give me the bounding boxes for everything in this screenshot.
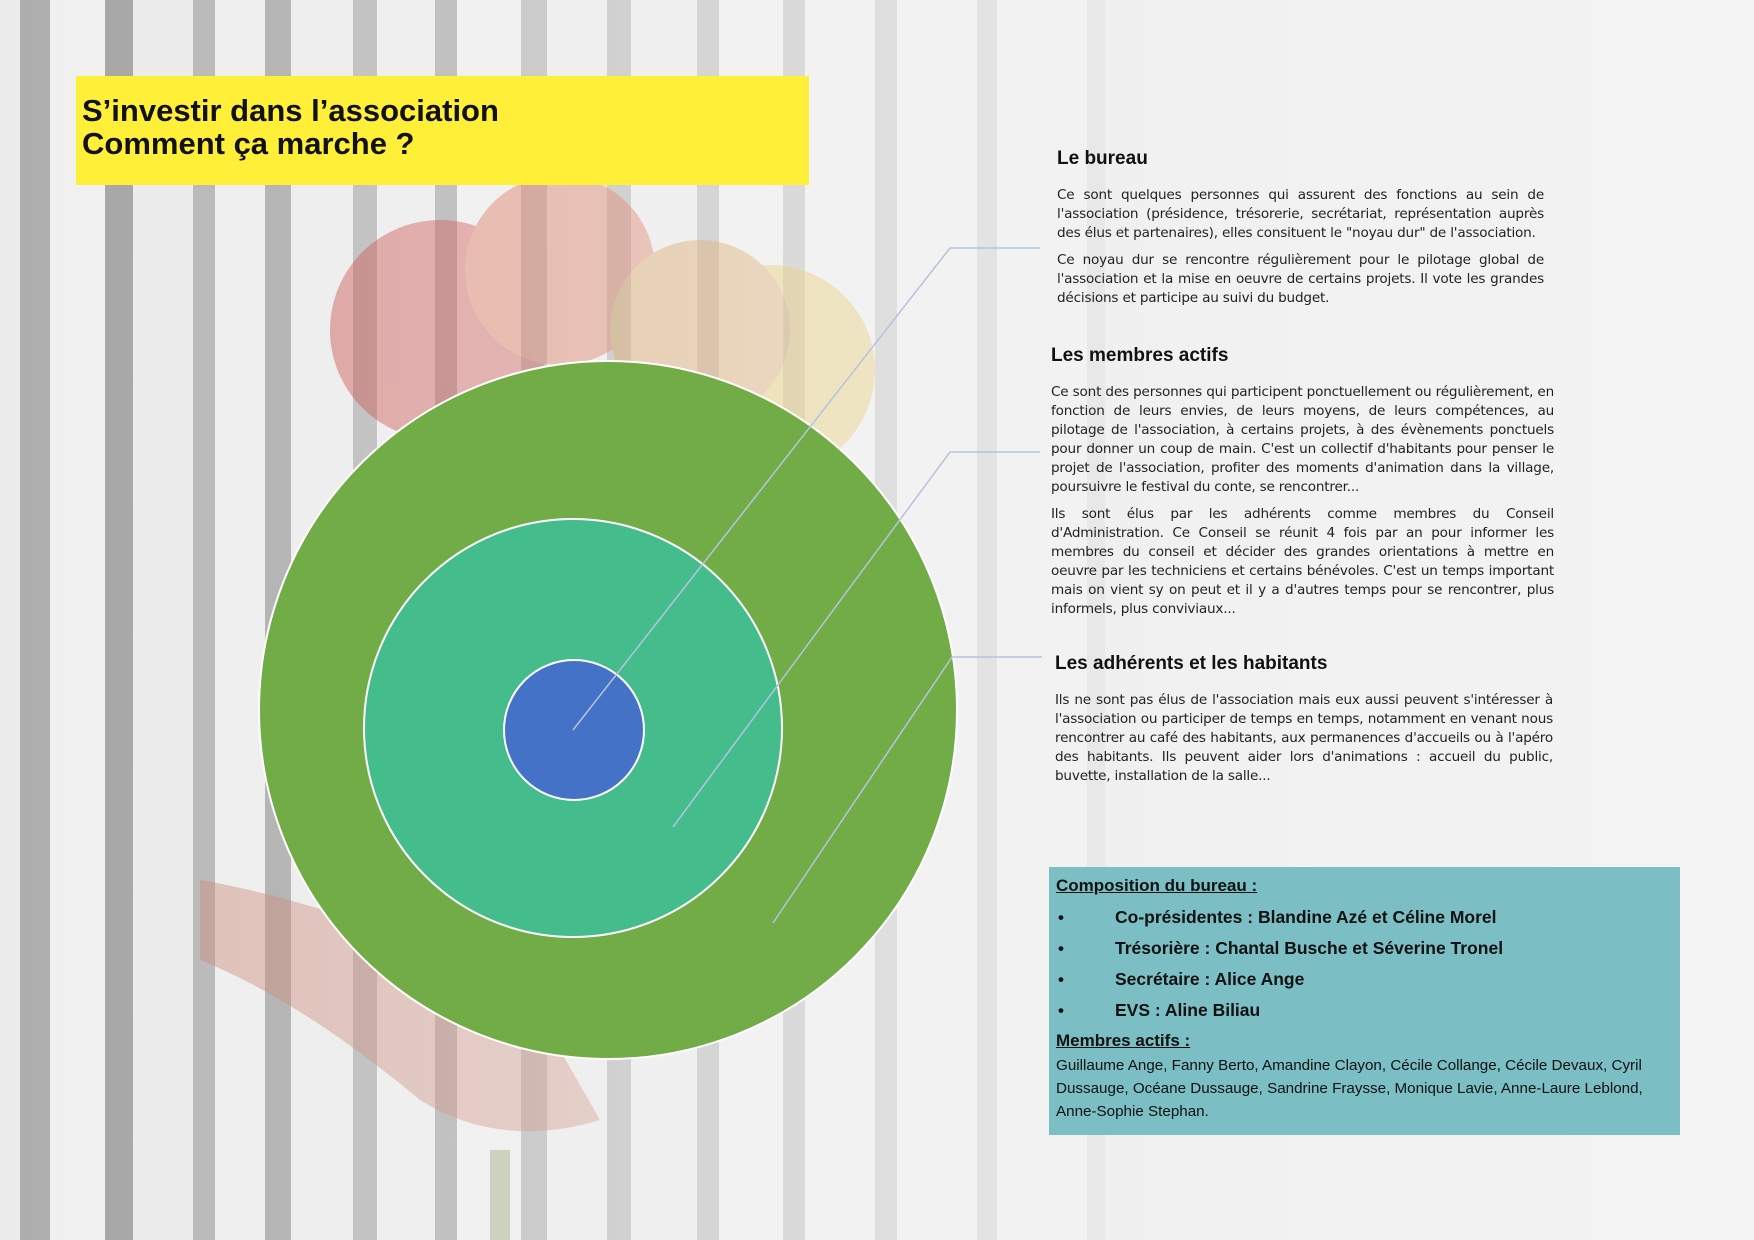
members-list-text: Guillaume Ange, Fanny Berto, Amandine Clayon, Cécile Collange, Cécile Devaux, Cyril Dussauge, Océane Dussauge, Sandrine Fraysse, Monique Lavie, Anne-Laure Leblond, Anne-Sophie Stephan. — [1056, 1057, 1643, 1120]
composition-heading: Composition du bureau : — [1056, 876, 1258, 895]
inner-circle-bureau — [504, 660, 644, 800]
section-bureau — [1057, 148, 1544, 316]
section-adherents — [1055, 653, 1553, 794]
section-title: Le bureau — [1057, 148, 1148, 169]
section-paragraph: Ce noyau dur se rencontre régulièrement pour le pilotage global de l'association et la mise en oeuvre de certains projets. Il vote les grandes décisions et participe au suivi du budget. — [1057, 252, 1544, 306]
list-item — [1056, 902, 1673, 933]
role-text: Trésorière : Chantal Busche et Séverine Tronel — [1115, 938, 1504, 958]
roles-list — [1056, 902, 1673, 1026]
bullet-icon: • — [1058, 908, 1064, 927]
bullet-icon: • — [1058, 1001, 1064, 1020]
list-item — [1056, 995, 1673, 1026]
list-item — [1056, 933, 1673, 964]
section-title: Les membres actifs — [1051, 345, 1229, 366]
section-membres-actifs — [1051, 345, 1554, 627]
bullet-icon: • — [1058, 970, 1064, 989]
section-paragraph: Ce sont quelques personnes qui assurent des fonctions au sein de l'association (présidence, trésorerie, secrétariat, représentation auprès des élus et partenaires), elles consituent le "noyau dur" de l'association. — [1057, 187, 1544, 241]
section-paragraph: Ils ne sont pas élus de l'association mais eux aussi peuvent s'intéresser à l'association ou participer de temps en temps, notamment en venant nous rencontrer au café des habitants, aux permanences d'accueils ou à l'apéro des habitants. Ils peuvent aider lors d'animations : accueil du public, buvette, installation de la salle... — [1055, 692, 1553, 784]
section-title: Les adhérents et les habitants — [1055, 653, 1328, 674]
section-paragraph: Ce sont des personnes qui participent ponctuellement ou régulièrement, en fonction de leurs envies, de leurs moyens, de leurs compétences, au pilotage de l'association, à certains projets, à des évènements ponctuels pour donner un coup de main. C'est un collectif d'habitants pour penser le projet de l'association, profiter des moments d'animation dans la village, poursuivre le festival du conte, se rencontrer... — [1051, 384, 1554, 495]
section-paragraph: Ils sont élus par les adhérents comme membres du Conseil d'Administration. Ce Conseil se réunit 4 fois par an pour informer les membres du conseil et décider des grandes orientations à mettre en oeuvre par les techniciens et certains bénévoles. C'est un temps important mais on vient sy on peut et il y a d'autres temps pour se rencontrer, plus informels, plus conviviaux... — [1051, 506, 1554, 617]
list-item — [1056, 964, 1673, 995]
role-text: EVS : Aline Biliau — [1115, 1000, 1261, 1020]
page-title: S’investir dans l’association — [82, 93, 499, 128]
role-text: Co-présidentes : Blandine Azé et Céline Morel — [1115, 907, 1497, 927]
role-text: Secrétaire : Alice Ange — [1115, 969, 1305, 989]
bureau-composition-box — [1049, 867, 1680, 1135]
page-subtitle: Comment ça marche ? — [82, 126, 415, 161]
members-heading: Membres actifs : — [1056, 1031, 1191, 1050]
bullet-icon: • — [1058, 939, 1064, 958]
